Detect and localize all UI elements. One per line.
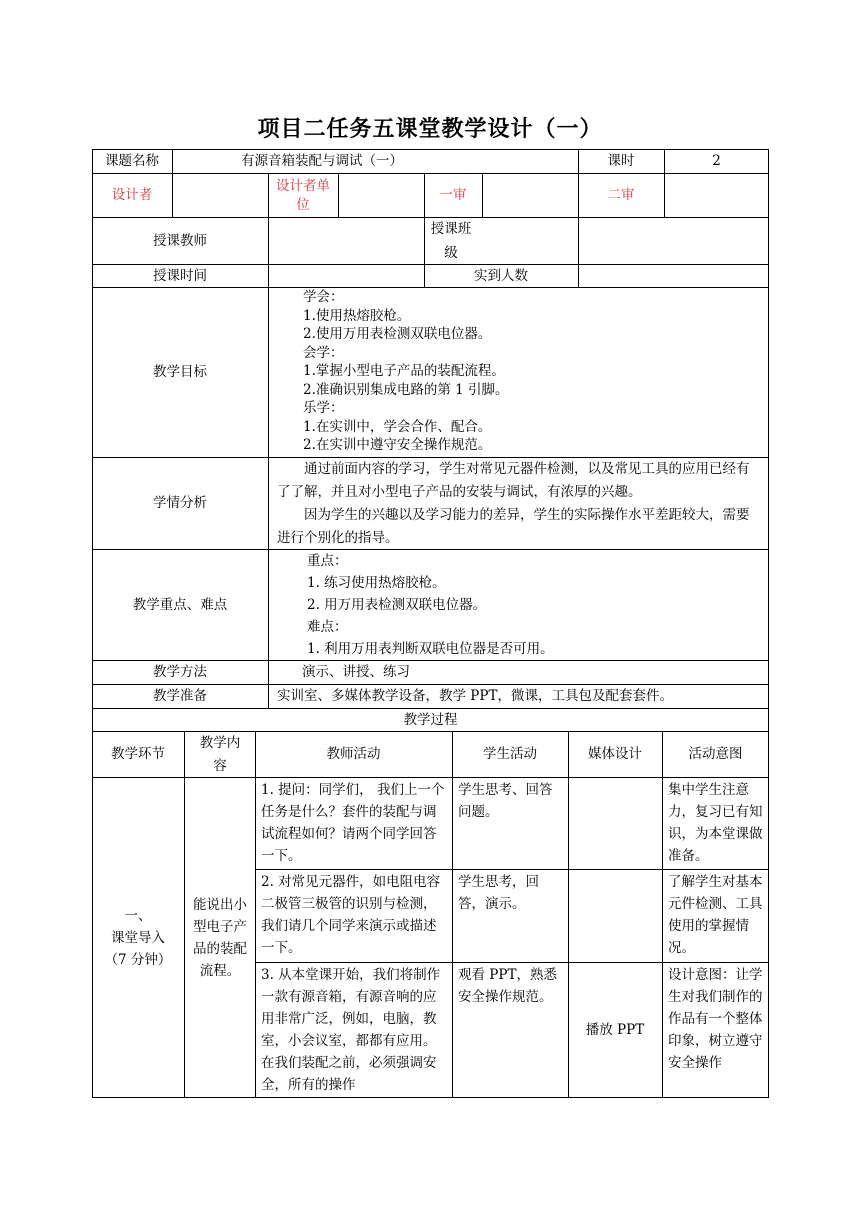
list-item: 2.准确识别集成电路的第 1 引脚。 [303, 381, 509, 398]
method-label: 教学方法 [153, 664, 207, 680]
time-label: 授课时间 [153, 267, 207, 284]
analysis-text [277, 458, 762, 550]
intent-3: 设计意图：让学生对我们制作的作品有一个整体印象，树立遵守安全操作 [668, 967, 763, 1071]
list-item: 难点： [307, 619, 348, 635]
list-item: 会学： [303, 344, 344, 361]
stage-cell: 一、 课堂导入 （7 分钟） [104, 907, 172, 968]
col-header-student: 学生活动 [483, 746, 537, 762]
teacher-activity-2: 2. 对常见元器件，如电阻电容二极管三极管的识别与检测，我们请几个同学来演示或描述一下。 [261, 874, 441, 956]
list-item: 1.使用热熔胶枪。 [303, 307, 411, 324]
student-activity-2: 学生思考，回答，演示。 [458, 874, 539, 912]
teacher-activity-3: 3. 从本堂课开始，我们将制作一款有源音箱，有源音响的应用非常广泛，例如，电脑，教室，小会议室，都都有应用。在我们装配之前，必须强调安全，所有的操作 [261, 967, 441, 1093]
teacher-label: 授课教师 [153, 232, 207, 249]
keypoints-list [277, 550, 757, 660]
method-value: 演示、讲授、练习 [302, 664, 410, 680]
page-title: 项目二任务五课堂教学设计（一） [257, 117, 603, 142]
class-label: 授课班级 [430, 221, 472, 261]
hours-label: 课时 [607, 153, 635, 169]
col-header-media: 媒体设计 [588, 746, 642, 762]
list-item: 1. 利用万用表判断双联电位器是否可用。 [307, 641, 554, 657]
media-3: 播放 PPT [585, 1021, 645, 1038]
analysis-paragraph-1: 通过前面内容的学习，学生对常见元器件检测，以及常见工具的应用已经有了了解，并且对小型电子产品的安装与调试，有浓厚的兴趣。 [277, 461, 750, 500]
process-title: 教学过程 [403, 711, 458, 728]
prep-value: 实训室、多媒体教学设备，教学 PPT，微课，工具包及配套套件。 [277, 688, 673, 704]
intent-1: 集中学生注意力，复习已有知识，为本堂课做准备。 [668, 782, 763, 864]
prep-label: 教学准备 [153, 688, 207, 704]
list-item: 1.在实训中，学会合作、配合。 [303, 418, 492, 435]
list-item: 2.使用万用表检测双联电位器。 [303, 326, 492, 342]
analysis-label: 学情分析 [153, 495, 207, 511]
intent-2: 了解学生对基本元件检测、工具使用的掌握情况。 [668, 874, 763, 956]
col-header-intent: 活动意图 [688, 746, 743, 762]
list-item: 重点： [307, 553, 348, 569]
list-item: 学会： [303, 289, 344, 305]
topic-value: 有源音箱装配与调试（一） [241, 153, 403, 169]
content-cell: 能说出小型电子产品的装配流程。 [193, 896, 247, 979]
review1-label: 一审 [439, 187, 467, 203]
col-header-teacher: 教师活动 [326, 746, 381, 762]
objectives-list [277, 288, 757, 455]
hours-value: 2 [712, 153, 721, 169]
review2-label: 二审 [607, 187, 635, 203]
objectives-label: 教学目标 [153, 364, 207, 380]
student-activity-1: 学生思考、回答问题。 [458, 782, 553, 820]
col-header-stage: 教学环节 [111, 746, 165, 762]
analysis-paragraph-2: 因为学生的兴趣以及学习能力的差异，学生的实际操作水平差距较大，需要进行个别化的指导。 [277, 507, 750, 546]
attendance-label: 实到人数 [474, 267, 528, 284]
designer-unit-label: 设计者单位 [276, 177, 330, 213]
list-item: 2. 用万用表检测双联电位器。 [307, 597, 487, 613]
list-item: 1.掌握小型电子产品的装配流程。 [303, 363, 505, 379]
list-item: 2.在实训中遵守安全操作规范。 [303, 437, 492, 453]
list-item: 乐学： [303, 400, 344, 416]
student-activity-3: 观看 PPT，熟悉安全操作规范。 [458, 967, 557, 1005]
keypoints-label: 教学重点、难点 [132, 596, 228, 613]
topic-label: 课题名称 [105, 153, 159, 169]
list-item: 1. 练习使用热熔胶枪。 [307, 575, 446, 591]
col-header-content: 教学内容 [199, 734, 241, 774]
teacher-activity-1: 1. 提问：同学们， 我们上一个任务是什么？套件的装配与调试流程如何？请两个同学回答一下。 [261, 782, 445, 864]
designer-label: 设计者 [111, 187, 153, 203]
